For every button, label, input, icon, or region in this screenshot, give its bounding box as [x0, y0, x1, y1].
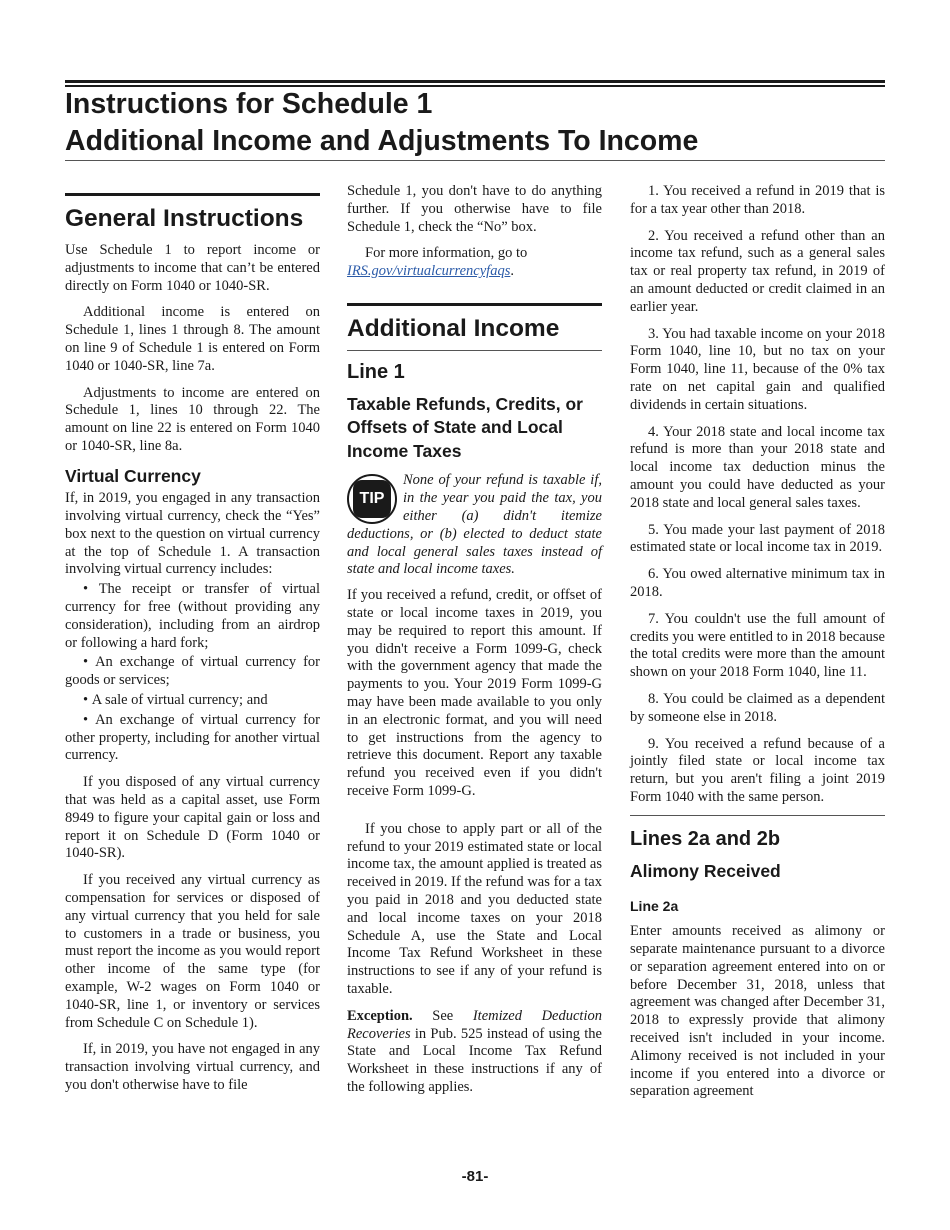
- exception-paragraph: [347, 1008, 602, 1097]
- list-item: 1. You received a refund in 2019 that is for a tax year other than 2018.: [630, 183, 885, 217]
- exception-reference: Itemized Deduction Recoveries: [347, 1007, 602, 1042]
- tip-icon: [347, 474, 397, 522]
- virtual-currency-faqs-link[interactable]: IRS.gov/virtualcurrencyfaqs: [347, 263, 511, 280]
- more-info-suffix: .: [510, 263, 514, 280]
- paragraph: If you received any virtual currency as compensation for services or disposed of any virtual currency that you held for sale to customers in a trade or business, you must report the income as you would report other income of the same type (for example, W-2 wages on Form 1040 or 1040-SR, line 1, or inventory or services from Schedule C on Schedule 1).: [65, 872, 320, 1031]
- paragraph: If you chose to apply part or all of the refund to your 2019 estimated state or local income tax, the amount applied is treated as received in 2019. If the refund was for a tax you paid in 2018 and you deducted state and local income taxes on your 2018 Schedule A, use the State and Local Income Tax Refund Worksheet in these instructions to see if any of your refund is taxable.: [347, 820, 602, 997]
- exception-see: See: [412, 1007, 473, 1024]
- title-line-2: Additional Income and Adjustments To Income: [65, 125, 699, 157]
- bullet-item: • An exchange of virtual currency for goods or services;: [65, 654, 320, 690]
- paragraph: Schedule 1, you don't have to do anything further. If you otherwise have to file Schedule 1, check the “No” box.: [347, 183, 602, 235]
- exception-text: in Pub. 525 instead of using the State and Local Income Tax Refund Worksheet in these instructions if any of the following applies.: [347, 1025, 602, 1095]
- general-instructions-heading: General Instructions: [65, 205, 304, 232]
- more-info-text: For more information, go to: [365, 245, 528, 262]
- virtual-currency-heading: Virtual Currency: [65, 465, 201, 486]
- lines-2a-2b-heading: Lines 2a and 2b: [630, 827, 781, 850]
- section-rule-thin: [630, 815, 885, 816]
- column-1: [65, 193, 320, 1104]
- line-1-title: Taxable Refunds, Credits, or Offsets of State and Local Income Taxes: [347, 393, 583, 461]
- paragraph: Adjustments to income are entered on Schedule 1, lines 10 through 22. The amount on line 22 is entered on Form 1040 or 1040-SR, line 8a.: [65, 384, 320, 454]
- paragraph: Additional income is entered on Schedule 1, lines 1 through 8. The amount on line 9 of Schedule 1 is entered on Form 1040 or 1040-SR, line 7a.: [65, 304, 320, 374]
- title-rule-bottom: [65, 160, 885, 161]
- page-number: -81-: [461, 1168, 489, 1185]
- section-rule-thin: [347, 350, 602, 351]
- tip-icon-label: TIP: [353, 480, 391, 518]
- bullet-item: • A sale of virtual currency; and: [65, 692, 320, 710]
- alimony-received-heading: Alimony Received: [630, 860, 781, 881]
- section-rule: [65, 193, 320, 196]
- list-item: 5. You made your last payment of 2018 estimated state or local income tax in 2019.: [630, 521, 885, 556]
- list-item: 3. You had taxable income on your 2018 Form 1040, line 10, but no tax on your Form 1040, line 11, because of the 0% tax rate on net capital gain and qualified dividends in certain situations.: [630, 325, 885, 413]
- paragraph: Use Schedule 1 to report income or adjustments to income that can’t be entered directly on Form 1040 or 1040-SR.: [65, 242, 320, 294]
- paragraph: If you disposed of any virtual currency that was held as a capital asset, use Form 8949 to figure your capital gain or loss and report it on Schedule D (Form 1040 or 1040-SR).: [65, 774, 320, 862]
- list-item: 8. You could be claimed as a dependent by someone else in 2018.: [630, 690, 885, 725]
- paragraph: If, in 2019, you have not engaged in any transaction involving virtual currency, and you don't otherwise have to file: [65, 1041, 320, 1093]
- list-item: 6. You owed alternative minimum tax in 2018.: [630, 566, 885, 600]
- list-item: 2. You received a refund other than an income tax refund, such as a general sales tax or real property tax refund, in 2019 of an amount deducted or credit claimed in an earlier year.: [630, 227, 885, 315]
- tip-text: None of your refund is taxable if, in the year you paid the tax, you either (a) didn't itemize deductions, or (b) elected to deduct state and local general sales taxes instead of state and local income taxes.: [347, 472, 602, 578]
- section-rule: [347, 303, 602, 306]
- paragraph: If you received a refund, credit, or offset of state or local income taxes in 2019, you may be required to report this amount. If you didn't receive a Form 1099-G, check with the government agency that made the payments to you. Your 2019 Form 1099-G may have been made available to you only in an electronic format, and you will need to get instructions from the agency to retrieve this document. Report any taxable refund you received even if you didn't receive Form 1099-G.: [347, 587, 602, 800]
- column-2: [347, 183, 602, 1106]
- tip-note: [347, 472, 602, 579]
- exception-label: Exception.: [347, 1007, 413, 1024]
- paragraph: If, in 2019, you engaged in any transaction involving virtual currency, check the “Yes” box next to the question on virtual currency at the top of Schedule 1. A transaction involving virtual currency includes:: [65, 490, 320, 578]
- page-title: [65, 86, 885, 160]
- line-2a-heading: Line 2a: [630, 898, 679, 915]
- title-line-1: Instructions for Schedule 1: [65, 88, 433, 120]
- list-item: 7. You couldn't use the full amount of credits you were entitled to in 2018 because the total credits were more than the amount shown on your 2018 Form 1040, line 11.: [630, 610, 885, 681]
- title-rule-top: [65, 80, 885, 83]
- list-item: 4. Your 2018 state and local income tax refund is more than your 2018 state and local income tax deduction minus the amount you could have deducted as your 2018 state and local general sales taxes.: [630, 423, 885, 511]
- bullet-item: • An exchange of virtual currency for other property, including for another virtual currency.: [65, 712, 320, 765]
- column-3: [630, 183, 885, 1110]
- line-1-heading: Line 1: [347, 360, 405, 383]
- paragraph: Enter amounts received as alimony or separate maintenance pursuant to a divorce or separation agreement entered into on or before December 31, 2018, unless that agreement was changed after December 31, 2018 to expressly provide that alimony received isn't included in your income. Alimony received is not included in your income if you entered into a divorce or separation agreement: [630, 923, 885, 1100]
- list-item: 9. You received a refund because of a jointly filed state or local income tax return, but you aren't filing a joint 2019 Form 1040 with the same person.: [630, 735, 885, 805]
- more-info-paragraph: [347, 245, 602, 281]
- bullet-item: • The receipt or transfer of virtual currency for free (without providing any consideration), including from an airdrop or following a hard fork;: [65, 581, 320, 652]
- additional-income-heading: Additional Income: [347, 314, 560, 342]
